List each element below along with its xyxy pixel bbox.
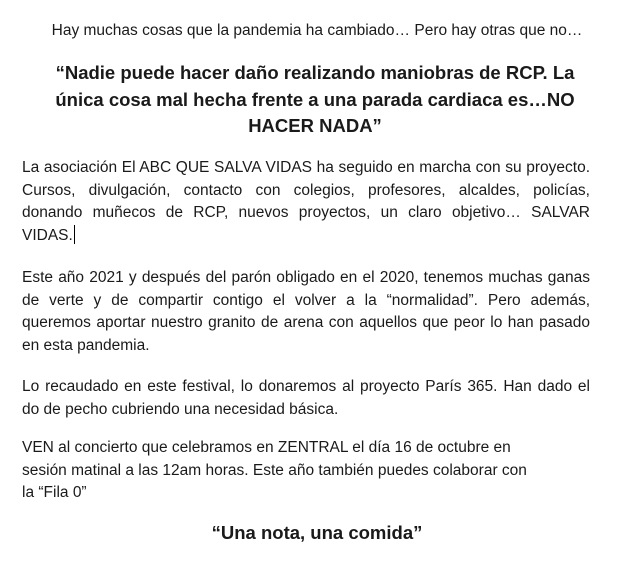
tagline: “Una nota, una comida” — [211, 522, 423, 543]
intro-line: Hay muchas cosas que la pandemia ha cambiado… Pero hay otras que no… — [51, 22, 583, 39]
year-2021-paragraph: Este año 2021 y después del parón obligado en el 2020, tenemos muchas ganas de verte y de compartir contigo el volver a la “normalidad”. Pero además, queremos aportar nuestro granito de arena con aquellos que peor lo han pasado en esta pandemia. — [22, 269, 590, 354]
concert-paragraph — [22, 437, 590, 505]
concert-line-2: sesión matinal a las 12am horas. Este año también puedes colaborar con — [22, 461, 527, 479]
text-cursor — [74, 225, 75, 244]
concert-line-3: la “Fila 0” — [22, 484, 87, 501]
donation-paragraph: Lo recaudado en este festival, lo donaremos al proyecto París 365. Han dado el do de pecho cubriendo una necesidad básica. — [22, 378, 590, 418]
rcp-quote: “Nadie puede hacer daño realizando maniobras de RCP. La única cosa mal hecha frente a una parada cardiaca es…NO HACER NADA” — [55, 62, 575, 136]
concert-line-1: VEN al concierto que celebramos en ZENTRAL el día 16 de octubre en — [22, 439, 511, 456]
association-paragraph-text: La asociación El ABC QUE SALVA VIDAS ha seguido en marcha con su proyecto. Cursos, divulgación, contacto con colegios, profesores, alcaldes, policías, donando muñecos de RCP, nuevos proyectos, un claro objetivo… SALVAR VIDAS. — [22, 159, 590, 244]
association-paragraph — [22, 157, 590, 247]
